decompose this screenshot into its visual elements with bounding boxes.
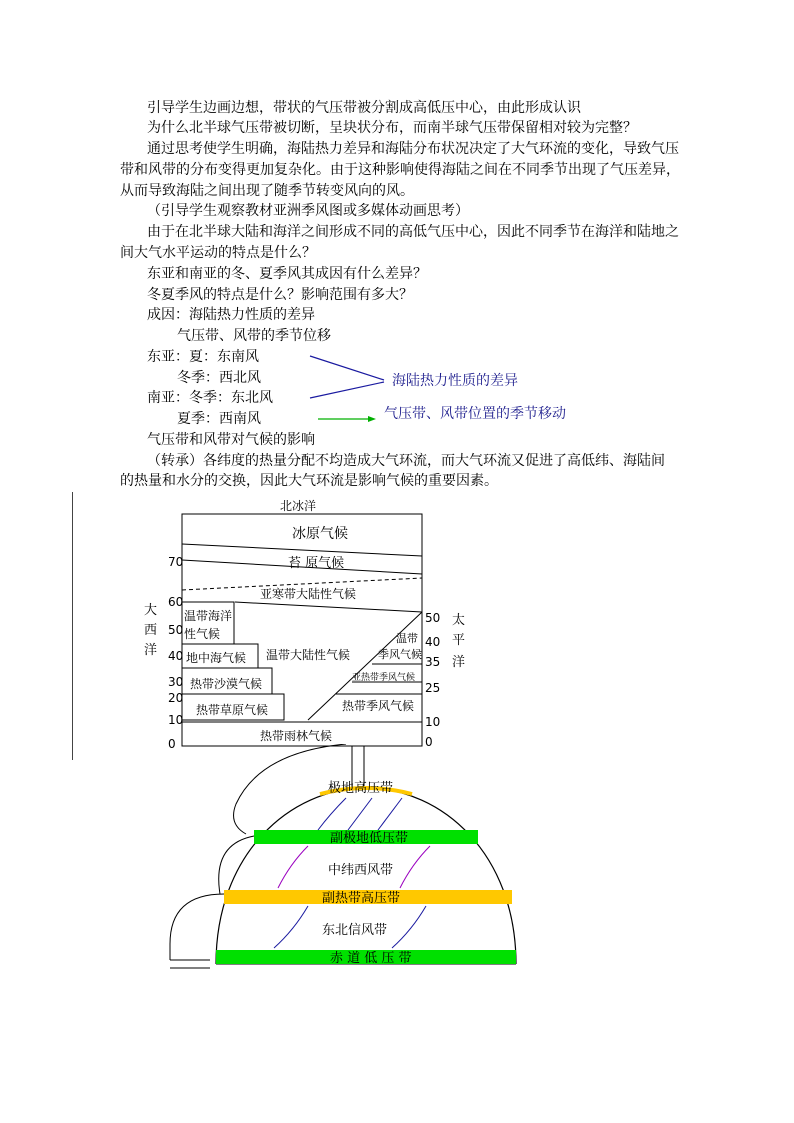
zone-desert: 热带沙漠气候 <box>190 677 263 691</box>
left-tick-20: 20 <box>168 691 184 705</box>
zone-temperate-monsoon-1: 温带 <box>396 632 418 645</box>
right-tick-0: 0 <box>425 735 433 749</box>
paragraph-8: 成因：海陆热力性质的差异 <box>147 307 315 323</box>
label-equatorial-low: 赤 道 低 压 带 <box>330 951 412 966</box>
pacific-char-1: 太 <box>452 613 466 628</box>
paragraph-10: 东亚：夏：东南风 <box>147 349 259 365</box>
paragraph-5b: 间大气水平运动的特点是什么？ <box>120 245 316 261</box>
paragraph-5a: 由于在北半球大陆和海洋之间形成不同的高低气压中心，因此不同季节在海洋和陆地之 <box>147 224 679 240</box>
zone-temperate-marine-1: 温带海洋 <box>184 609 233 623</box>
zone-subtropical-monsoon: 亚热带季风气候 <box>352 673 416 683</box>
zone-temperate-continental: 温带大陆性气候 <box>266 648 351 662</box>
label-trade-winds: 东北信风带 <box>322 923 388 938</box>
pacific-char-2: 平 <box>452 633 466 648</box>
boundary-ice-tundra <box>182 544 422 556</box>
label-arctic-ocean: 北冰洋 <box>280 499 317 513</box>
arrow-polar-3 <box>378 798 402 830</box>
paragraph-1: 引导学生边画边想，带状的气压带被分割成高低压中心，由此形成认识 <box>147 100 581 116</box>
zone-tundra: 苔 原气候 <box>288 556 345 571</box>
atlantic-char-2: 西 <box>144 623 158 638</box>
arrow-trade-2 <box>392 906 426 948</box>
zone-temperate-monsoon-2: 季风气候 <box>378 648 422 661</box>
zone-savanna: 热带草原气候 <box>196 703 269 717</box>
paragraph-3b: 带和风带的分布变得更加复杂化。由于这种影响使得海陆之间在不同季节出现了气压差异， <box>120 162 680 178</box>
zone-tropical-monsoon: 热带季风气候 <box>342 699 415 713</box>
paragraph-9: 气压带、风带的季节位移 <box>177 328 331 344</box>
paragraph-4: （引导学生观察教材亚洲季风图或多媒体动画思考） <box>147 203 469 219</box>
paragraph-13: 夏季：西南风 <box>177 411 261 427</box>
paragraph-15a: （转承）各纬度的热量分配不均造成大气环流，而大气环流又促进了高低纬、海陆间 <box>147 453 665 469</box>
arrow-polar-1 <box>318 798 346 830</box>
arrow-west-2 <box>400 846 430 888</box>
left-tick-40: 40 <box>168 649 184 663</box>
right-tick-50: 50 <box>425 611 441 625</box>
arrow-polar-2 <box>348 798 372 830</box>
climate-diagram <box>140 496 480 752</box>
left-tick-0: 0 <box>168 737 176 751</box>
label-polar-high: 极地高压带 <box>328 781 394 796</box>
left-tick-70: 70 <box>168 555 184 569</box>
zone-subarctic: 亚寒带大陆性气候 <box>260 587 357 601</box>
boundary-subarctic <box>235 602 422 612</box>
right-tick-25: 25 <box>425 681 441 695</box>
left-tick-60: 60 <box>168 595 184 609</box>
right-tick-10: 10 <box>425 715 441 729</box>
left-tick-30: 30 <box>168 675 184 689</box>
paragraph-3a: 通过思考使学生明确，海陆热力差异和海陆分布状况决定了大气环流的变化，导致气压 <box>147 141 679 157</box>
arrow-west-1 <box>278 846 308 888</box>
paragraph-2: 为什么北半球气压带被切断，呈块状分布，而南半球气压带保留相对较为完整？ <box>147 120 637 136</box>
right-tick-40: 40 <box>425 635 441 649</box>
paragraph-15b: 的热量和水分的交换，因此大气环流是影响气候的重要因素。 <box>120 473 498 489</box>
arrow-trade-1 <box>274 906 308 948</box>
right-tick-35: 35 <box>425 655 441 669</box>
paragraph-12: 南亚：冬季：东北风 <box>147 390 273 406</box>
label-westerlies: 中纬西风带 <box>328 863 394 878</box>
atlantic-char-1: 大 <box>144 603 158 618</box>
monsoon-arrows <box>300 350 400 430</box>
left-tick-10: 10 <box>168 713 184 727</box>
cell-mid <box>219 836 254 894</box>
margin-line <box>72 492 73 760</box>
label-sea-land-difference: 海陆热力性质的差异 <box>392 373 518 389</box>
paragraph-6: 东亚和南亚的冬、夏季风其成因有什么差异？ <box>147 266 427 282</box>
arrow-head-green <box>368 416 376 422</box>
left-tick-50: 50 <box>168 623 184 637</box>
zone-rainforest: 热带雨林气候 <box>260 729 333 743</box>
zone-temperate-marine-2: 性气候 <box>184 627 221 641</box>
paragraph-7: 冬夏季风的特点是什么？影响范围有多大？ <box>147 287 413 303</box>
paragraph-11: 冬季：西北风 <box>177 370 261 386</box>
label-subtropical-high: 副热带高压带 <box>322 891 401 906</box>
label-seasonal-shift: 气压带、风带位置的季节移动 <box>384 406 566 422</box>
paragraph-14: 气压带和风带对气候的影响 <box>147 432 315 448</box>
label-subpolar-low: 副极地低压带 <box>330 831 409 846</box>
pacific-char-3: 洋 <box>452 655 466 670</box>
paragraph-3c: 从而导致海陆之间出现了随季节转变风向的风。 <box>120 183 414 199</box>
zone-ice: 冰原气候 <box>292 526 348 542</box>
arrow-line-lower <box>310 382 384 398</box>
zone-mediterranean: 地中海气候 <box>186 651 247 665</box>
atlantic-char-3: 洋 <box>144 643 158 658</box>
pressure-belt-diagram <box>150 744 530 974</box>
arrow-line-upper <box>310 356 384 380</box>
